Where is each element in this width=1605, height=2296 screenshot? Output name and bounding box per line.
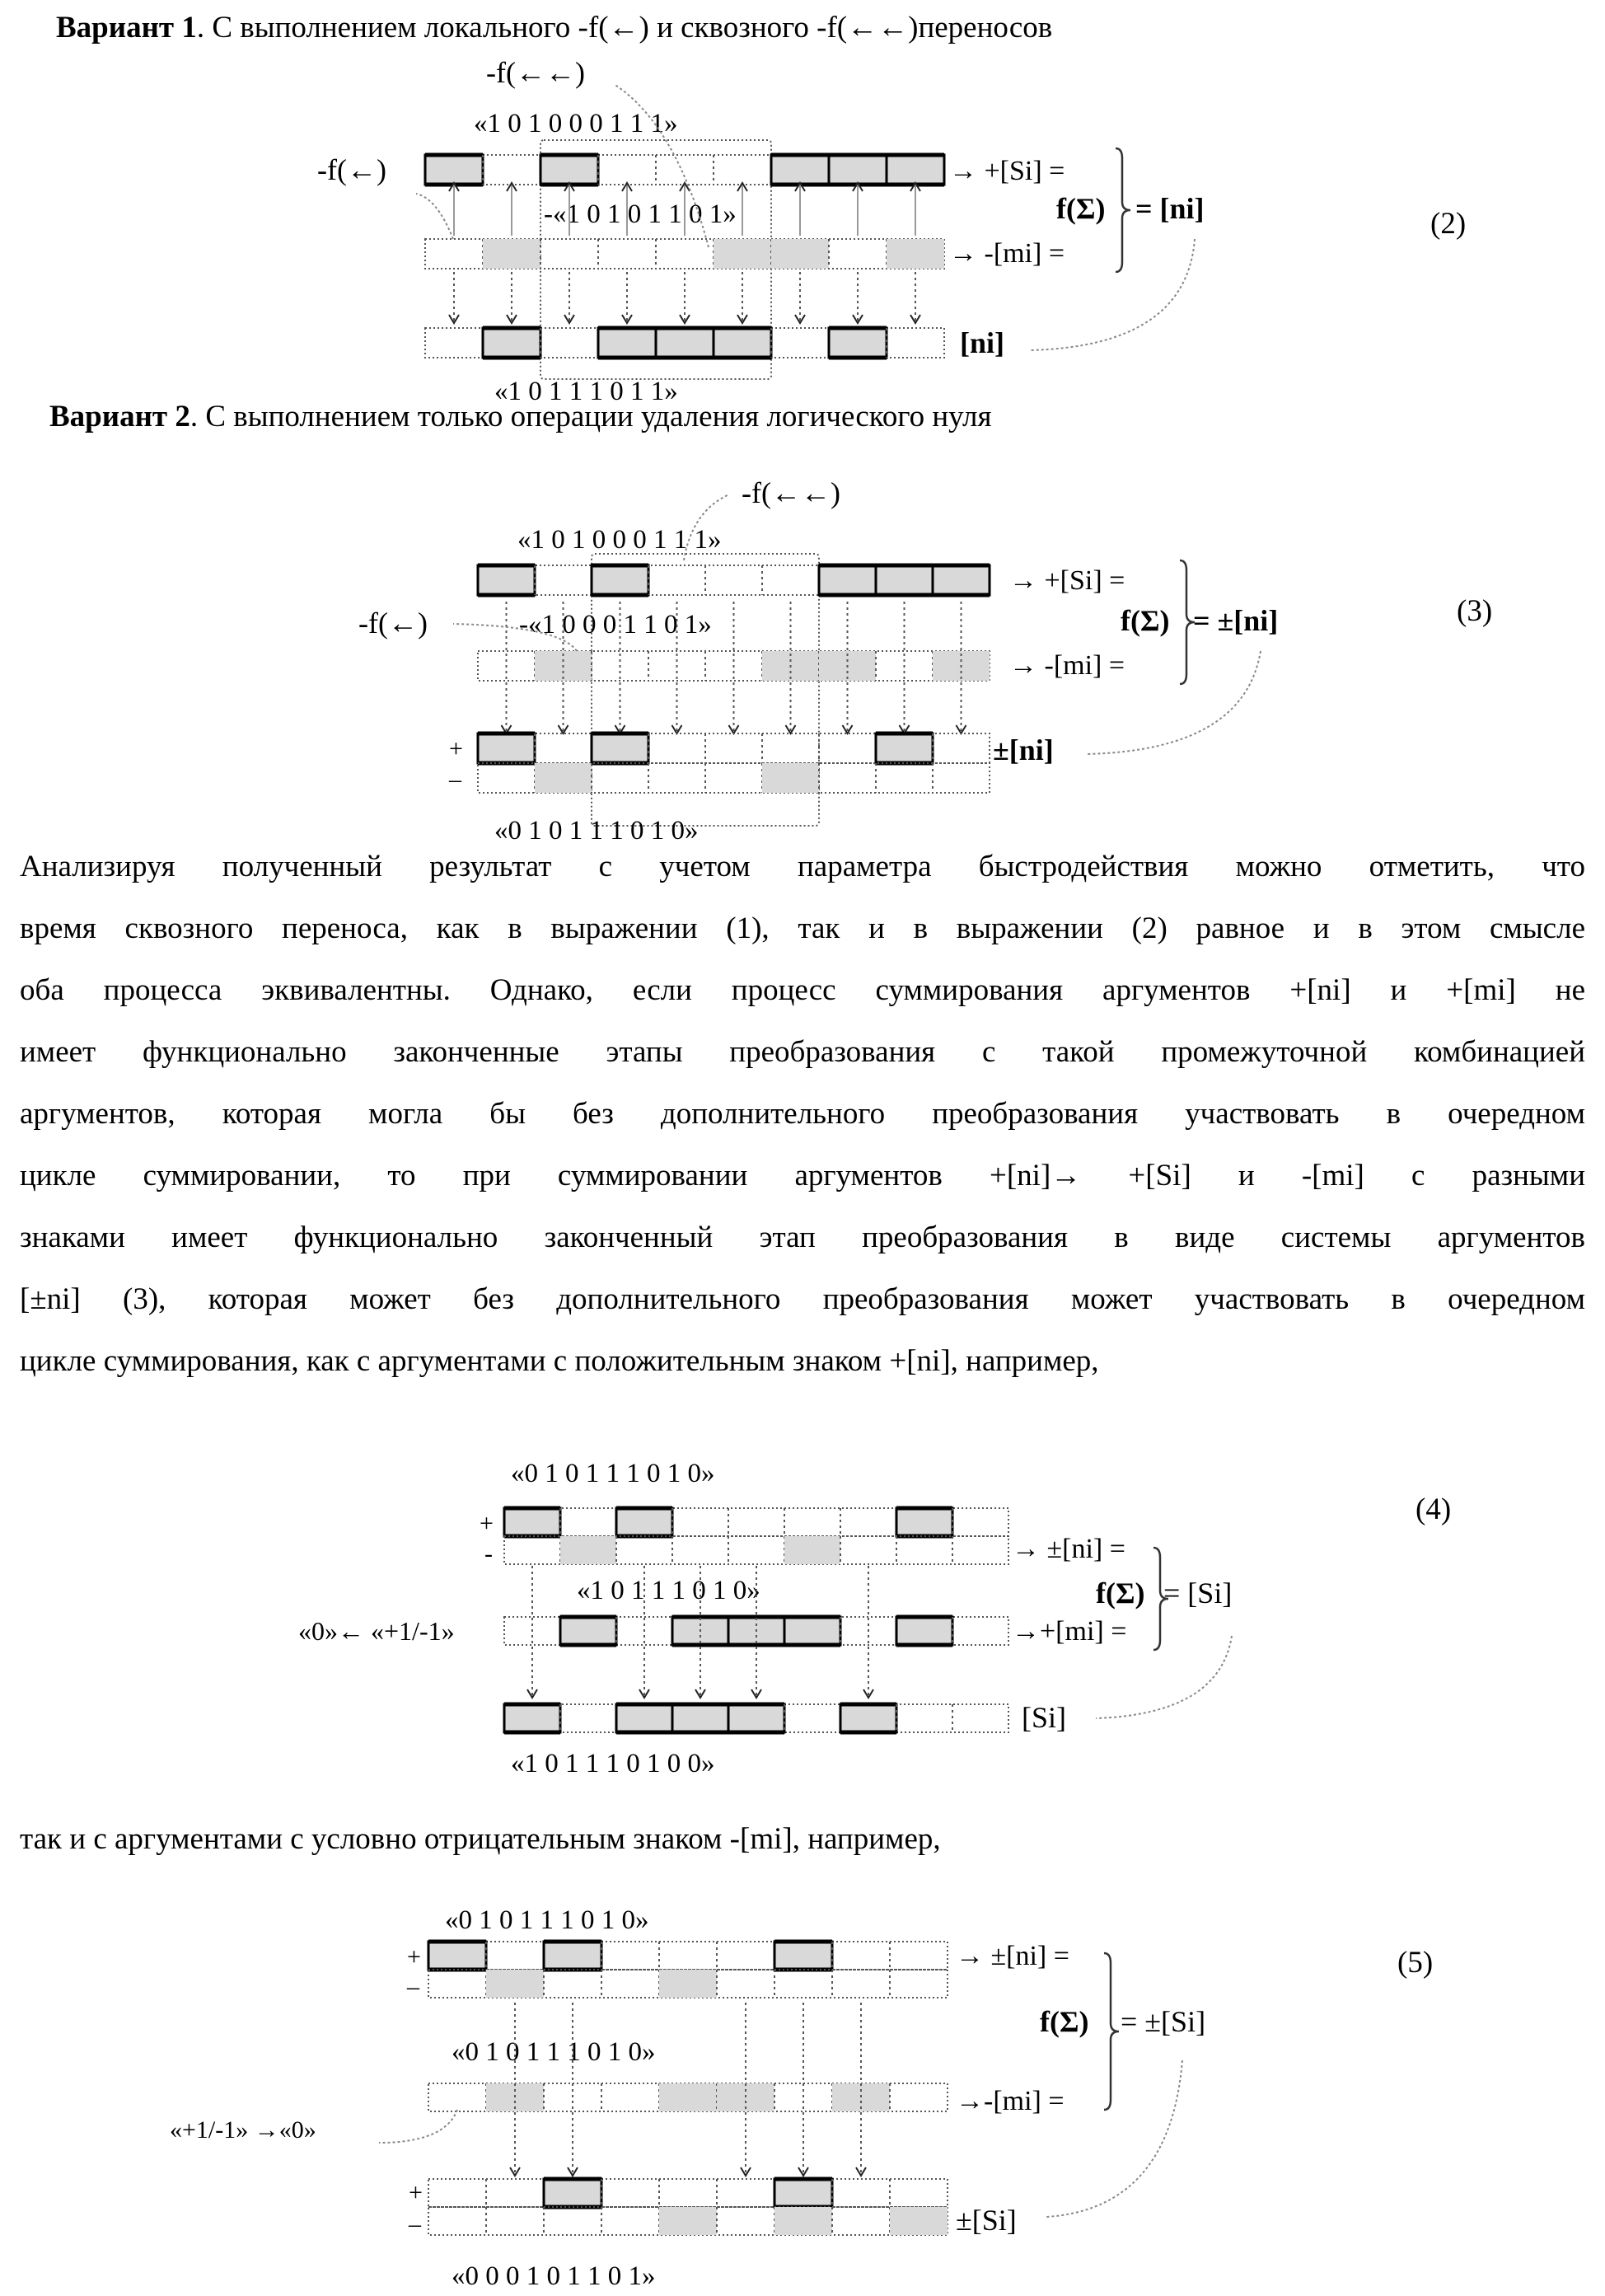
paragraph-line: [±ni] (3), которая может без дополнительного преобразования может участвовать в очередном [20,1282,1585,1317]
minus-sign: – [406,1973,420,2000]
carry-through-label: -f(←←) [486,56,585,89]
label-sum: f(Σ) [1121,604,1170,637]
label-bottom: ±[ni] [993,733,1054,766]
label-top: → +[Si] = [949,156,1065,186]
paragraph-line: цикле суммирования, как с аргументами с положительным знаком +[ni], например, [20,1343,1585,1379]
filled-cell [659,2207,717,2235]
label-mid: →+[mi] = [1012,1616,1126,1647]
bottom-bits: «1 0 1 1 1 0 1 0 0» [511,1749,715,1778]
variant1-title-bold: Вариант 1 [56,11,197,45]
bottom-bits: «0 0 0 1 0 1 1 0 1» [452,2261,656,2291]
mid-bits: «0 1 0 1 1 1 0 1 0» [452,2037,656,2067]
paragraph-line: Анализируя полученный результат с учетом параметра быстродействия можно отметить, что [20,849,1585,884]
filled-cell [544,2179,601,2207]
label-sum: f(Σ) [1040,2005,1089,2038]
variant2-title-bold: Вариант 2 [49,400,190,433]
bottom-bits: «1 0 1 1 1 0 1 1» [494,377,678,406]
register-outline [428,1942,948,1970]
label-result: = [Si] [1163,1577,1232,1610]
top-bits: «1 0 1 0 0 0 1 1 1» [474,109,678,138]
minus-sign: – [408,2210,422,2237]
curly-brace [1104,1953,1119,2110]
label-top: → ±[ni] = [1012,1534,1125,1564]
paragraph-line: оба процесса эквивалентны. Однако, если процесс суммирования аргументов +[ni] и +[mi] не [20,972,1585,1008]
filled-cell [544,1942,601,1970]
paragraph-line: время сквозного переноса, как в выражении (1), так и в выражении (2) равное и в этом смысле [20,911,1585,946]
variant1-title-rest: . С выполнением локального -f(←) и сквозного -f(←←)переносов [197,11,1052,45]
curved-arrow [379,2110,457,2143]
label-result: = ±[Si] [1121,2005,1205,2038]
filled-cell [428,1942,486,1970]
mid-bits: «1 0 1 1 1 0 1 0» [577,1576,760,1605]
top-bits: «0 1 0 1 1 1 0 1 0» [511,1459,715,1488]
mid-bits: -«1 0 1 0 1 1 0 1» [544,199,737,229]
plus-sign: + [449,735,463,762]
top-bits: «1 0 1 0 0 0 1 1 1» [517,525,722,555]
filled-cell [659,1970,717,1998]
equation-number-2: (2) [1430,206,1466,241]
filled-cell [659,2083,717,2111]
minus-sign: - [484,1540,493,1567]
label-mid: → -[mi] = [1009,650,1125,681]
curved-arrow [1046,2060,1182,2217]
filled-cell [774,1942,832,1970]
plus-sign: + [407,1943,421,1970]
paragraph-line: цикле суммировании, то при суммировании аргументов +[ni]→ +[Si] и -[mi] с разными [20,1158,1585,1193]
carry-local-label: -f(←) [317,153,386,186]
left-label: «0»← «+1/-1» [298,1616,455,1646]
paragraph-line: аргументов, которая могла бы без дополнительного преобразования участвовать в очередном [20,1096,1585,1132]
label-bottom: [ni] [960,326,1004,359]
label-result: = [ni] [1135,192,1205,225]
plus-sign: + [480,1510,494,1537]
label-top: → ±[ni] = [956,1941,1069,1971]
label-bottom: ±[Si] [956,2204,1017,2237]
label-sum: f(Σ) [1056,192,1106,225]
label-top: → +[Si] = [1009,565,1125,596]
equation-number-5: (5) [1397,1945,1433,1980]
label-sum: f(Σ) [1096,1577,1145,1610]
filled-cell [890,2207,948,2235]
paragraph-line: знаками имеет функционально законченный этап преобразования в виде системы аргументов [20,1220,1585,1255]
equation-number-3: (3) [1457,593,1492,629]
label-bottom: [Si] [1022,1701,1066,1734]
bottom-bits: «0 1 0 1 1 1 0 1 0» [494,816,699,846]
filled-cell [774,2179,832,2207]
left-label: «+1/-1» →«0» [170,2116,316,2144]
diagram-5 [0,0,1605,2296]
register-outline [428,2179,948,2207]
variant2-title-rest: . С выполнением только операции удаления логического нуля [190,400,992,433]
label-mid: → -[mi] = [949,238,1065,269]
filled-cell [486,1970,544,1998]
label-result: = ±[ni] [1193,604,1278,637]
filled-cell [774,2207,832,2235]
equation-number-4: (4) [1415,1492,1451,1527]
paragraph-line: имеет функционально законченные этапы преобразования с такой промежуточной комбинацией [20,1034,1585,1070]
plus-sign: + [409,2179,423,2206]
carry-through-label: -f(←←) [742,476,840,509]
minus-sign: – [448,766,462,793]
mid-bits: -«1 0 0 0 1 1 0 1» [519,610,712,640]
carry-local-label: -f(←) [358,607,428,640]
sentence-before-diagram-5: так и с аргументами с условно отрицательным знаком -[mi], например, [20,1821,1585,1857]
label-mid: →-[mi] = [956,2086,1065,2116]
top-bits: «0 1 0 1 1 1 0 1 0» [445,1905,649,1935]
